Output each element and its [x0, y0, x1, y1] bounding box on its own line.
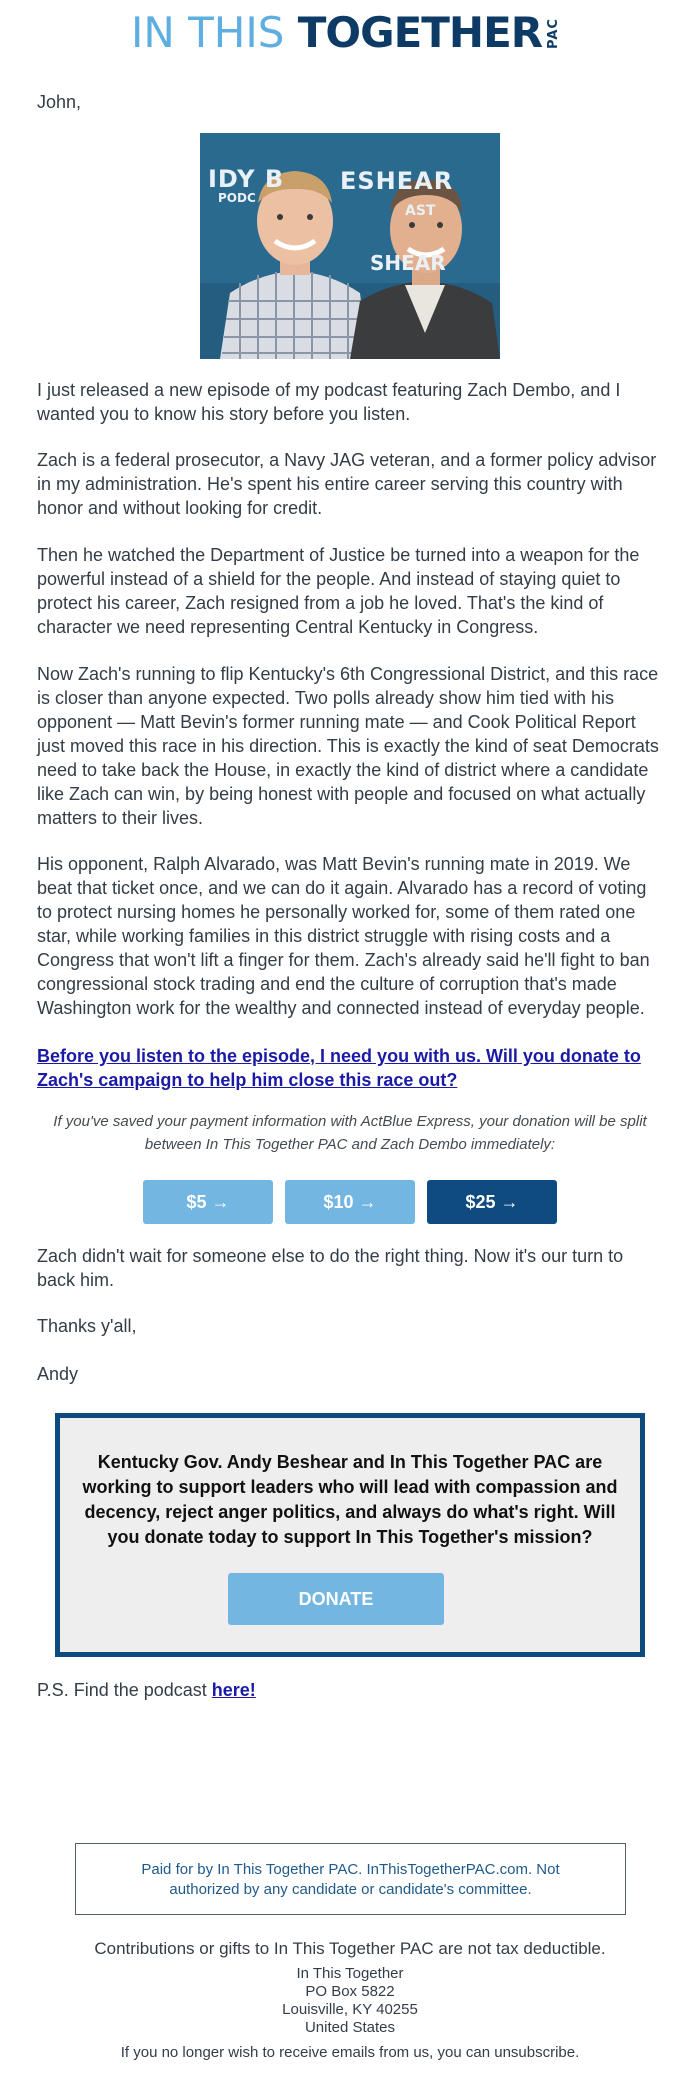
closing-paragraph: Zach didn't wait for someone else to do the right thing. Now it's our turn to back him. — [37, 1246, 624, 1290]
backdrop-text-right: ESHEAR — [340, 167, 454, 195]
address-line: United States — [304, 2019, 396, 2036]
mission-box — [55, 1413, 645, 1657]
address-line: In This Together — [296, 1965, 404, 1982]
backdrop-text-middle: SHEAR — [370, 251, 446, 275]
donate-button[interactable]: DONATE — [228, 1573, 444, 1625]
backdrop-text-right-small: AST — [405, 203, 436, 219]
body-paragraph: Then he watched the Department of Justice be turned into a weapon for the powerful instead of a shield for the people. And instead of staying quiet to protect his career, Zach resigned from a job he loved. That's the kind of character we need representing Central Kentucky in Congress. — [37, 545, 640, 637]
mailing-address — [0, 1965, 700, 2037]
postscript-text: P.S. Find the podcast — [37, 1680, 212, 1700]
tax-deductible-note: Contributions or gifts to In This Together PAC are not tax deductible. — [94, 1939, 606, 1958]
greeting: John, — [37, 92, 82, 112]
donate-25-button[interactable]: $25 → — [427, 1180, 557, 1224]
backdrop-text-left: IDY B — [208, 165, 285, 193]
podcast-link[interactable]: here! — [211, 1680, 256, 1700]
donate-10-button[interactable]: $10 → — [285, 1180, 415, 1224]
podcast-photo — [200, 133, 500, 359]
signature: Andy — [37, 1364, 79, 1384]
body-paragraph: Zach is a federal prosecutor, a Navy JAG veteran, and a former policy advisor in my administration. He's spent his entire career serving this country with honor and without looking for credit. — [37, 450, 657, 518]
postscript — [37, 1680, 256, 1701]
body-paragraph: His opponent, Ralph Alvarado, was Matt Bevin's running mate in 2019. We beat that ticket once, and we can do it again. Alvarado has a record of voting to protect nursing homes he personally worked for, some of them rated one star, while working families in this district struggle with rising costs and a Congress that won't lift a finger for them. Zach's already said he'll fight to ban congressional stock trading and end the culture of corruption that's made Washington work for the wealthy and connected instead of everyday people. — [37, 854, 650, 1018]
backdrop-text-left-small: PODC — [218, 191, 256, 205]
signoff: Thanks y'all, — [37, 1316, 137, 1336]
logo-pac-label: PAC — [546, 17, 562, 49]
paid-for-box — [75, 1843, 626, 1915]
mission-text: Kentucky Gov. Andy Beshear and In This Together PAC are working to support leaders who will lead with compassion and decency, reject anger politics, and always do what's right. Will you donate today to support In This Together's mission? — [82, 1452, 618, 1547]
paid-for-text: Paid for by In This Together PAC. InThisTogetherPAC.com. Not authorized by any candidate or candidate's committee. — [141, 1861, 560, 1898]
donate-5-button[interactable]: $5 → — [143, 1180, 273, 1224]
actblue-note: If you've saved your payment information with ActBlue Express, your donation will be split between In This Together PAC and Zach Dembo immediately: — [53, 1113, 647, 1153]
logo-wordmark — [131, 10, 542, 56]
body-paragraph: I just released a new episode of my podcast featuring Zach Dembo, and I wanted you to know his story before you listen. — [37, 380, 621, 424]
donation-amounts — [143, 1180, 557, 1224]
logo-text-dark: TOGETHER — [297, 8, 543, 57]
donate-cta-link[interactable]: Before you listen to the episode, I need you with us. Will you donate to Zach's campaign to help him close this race out? — [37, 1046, 641, 1090]
unsubscribe-text[interactable]: If you no longer wish to receive emails from us, you can unsubscribe. — [120, 2044, 580, 2061]
in-this-together-logo[interactable] — [0, 0, 700, 66]
address-line: Louisville, KY 40255 — [282, 2001, 418, 2018]
body-paragraph: Now Zach's running to flip Kentucky's 6th Congressional District, and this race is closer than anyone expected. Two polls already show him tied with his opponent — Matt Bevin's former running mate — and Cook Political Report just moved this race in his direction. This is exactly the kind of seat Democrats need to take back the House, in exactly the kind of district where a candidate like Zach can win, by being honest with people and focused on what actually matters to their lives. — [37, 664, 659, 828]
logo-text-light: IN THIS — [130, 8, 298, 57]
address-line: PO Box 5822 — [305, 1983, 395, 2000]
